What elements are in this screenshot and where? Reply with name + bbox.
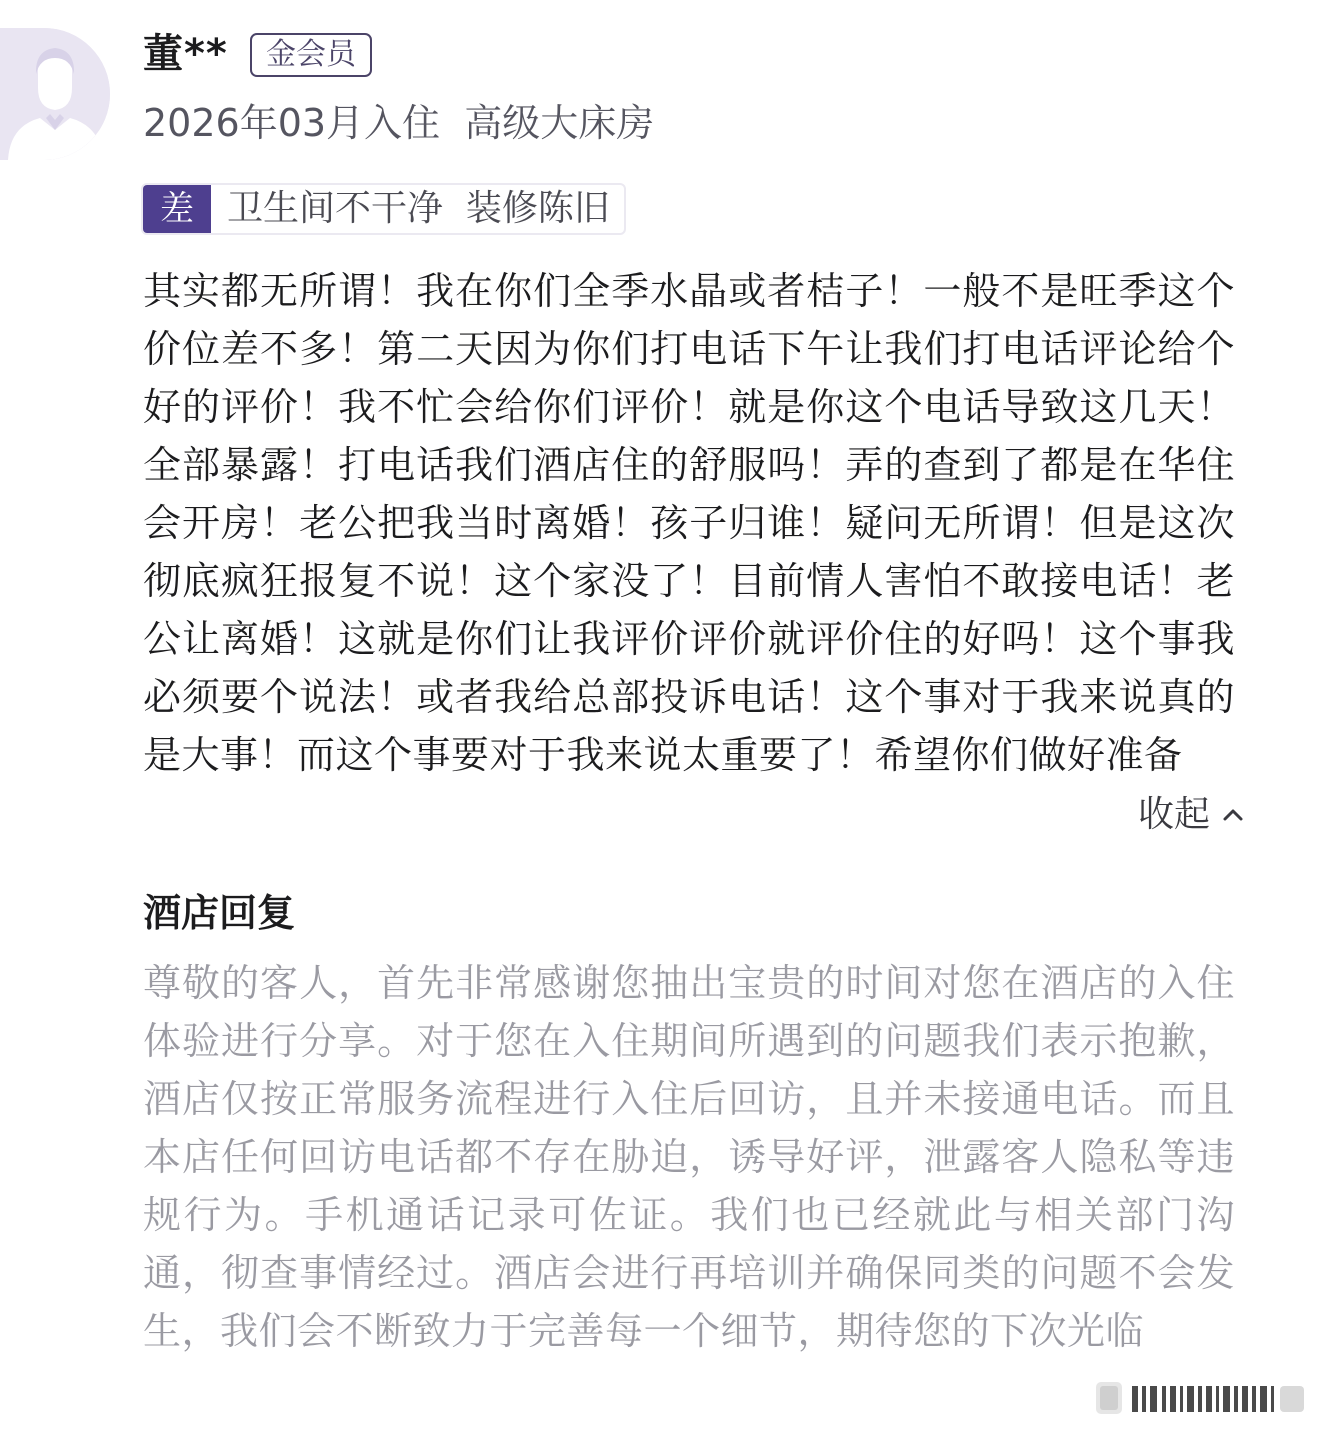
weibo-watermark-icon xyxy=(1086,1378,1314,1418)
rating-label: 差 xyxy=(143,185,211,233)
collapse-button[interactable] xyxy=(1138,788,1244,842)
collapse-label: 收起 xyxy=(1138,794,1211,835)
stay-info: 2026年03月入住 高级大床房 xyxy=(143,101,655,145)
rating-tag xyxy=(141,183,626,235)
username: 董** xyxy=(143,31,228,77)
rating-tags-text: 卫生间不干净 装修陈旧 xyxy=(227,188,610,229)
member-badge: 金会员 xyxy=(250,33,372,77)
avatar[interactable] xyxy=(0,28,110,160)
hotel-reply-text: 尊敬的客人，首先非常感谢您抽出宝贵的时间对您在酒店的入住体验进行分享。对于您在入住期间所遇到的问题我们表示抱歉，酒店仅按正常服务流程进行入住后回访，且并未接通电话。而且本店任何回访电话都不存在胁迫，诱导好评，泄露客人隐私等违规行为。手机通话记录可佐证。我们也已经就此与相关部门沟通，彻查事情经过。酒店会进行再培训并确保同类的问题不会发生，我们会不断致力于完善每一个细节，期待您的下次光临 xyxy=(143,961,1235,1353)
hotel-reply-title: 酒店回复 xyxy=(143,891,296,935)
review-text: 其实都无所谓！我在你们全季水晶或者桔子！一般不是旺季这个价位差不多！第二天因为你们打电话下午让我们打电话评论给个好的评价！我不忙会给你们评价！就是你这个电话导致这几天！全部暴露！打电话我们酒店住的舒服吗！弄的查到了都是在华住会开房！老公把我当时离婚！孩子归谁！疑问无所谓！但是这次彻底疯狂报复不说！这个家没了！目前情人害怕不敢接电话！老公让离婚！这就是你们让我评价评价就评价住的好吗！这个事我必须要个说法！或者我给总部投诉电话！这个事对于我来说真的是大事！而这个事要对于我来说太重要了！希望你们做好准备 xyxy=(143,269,1235,777)
default-user-avatar-icon xyxy=(0,28,110,160)
chevron-up-icon xyxy=(1222,804,1244,826)
